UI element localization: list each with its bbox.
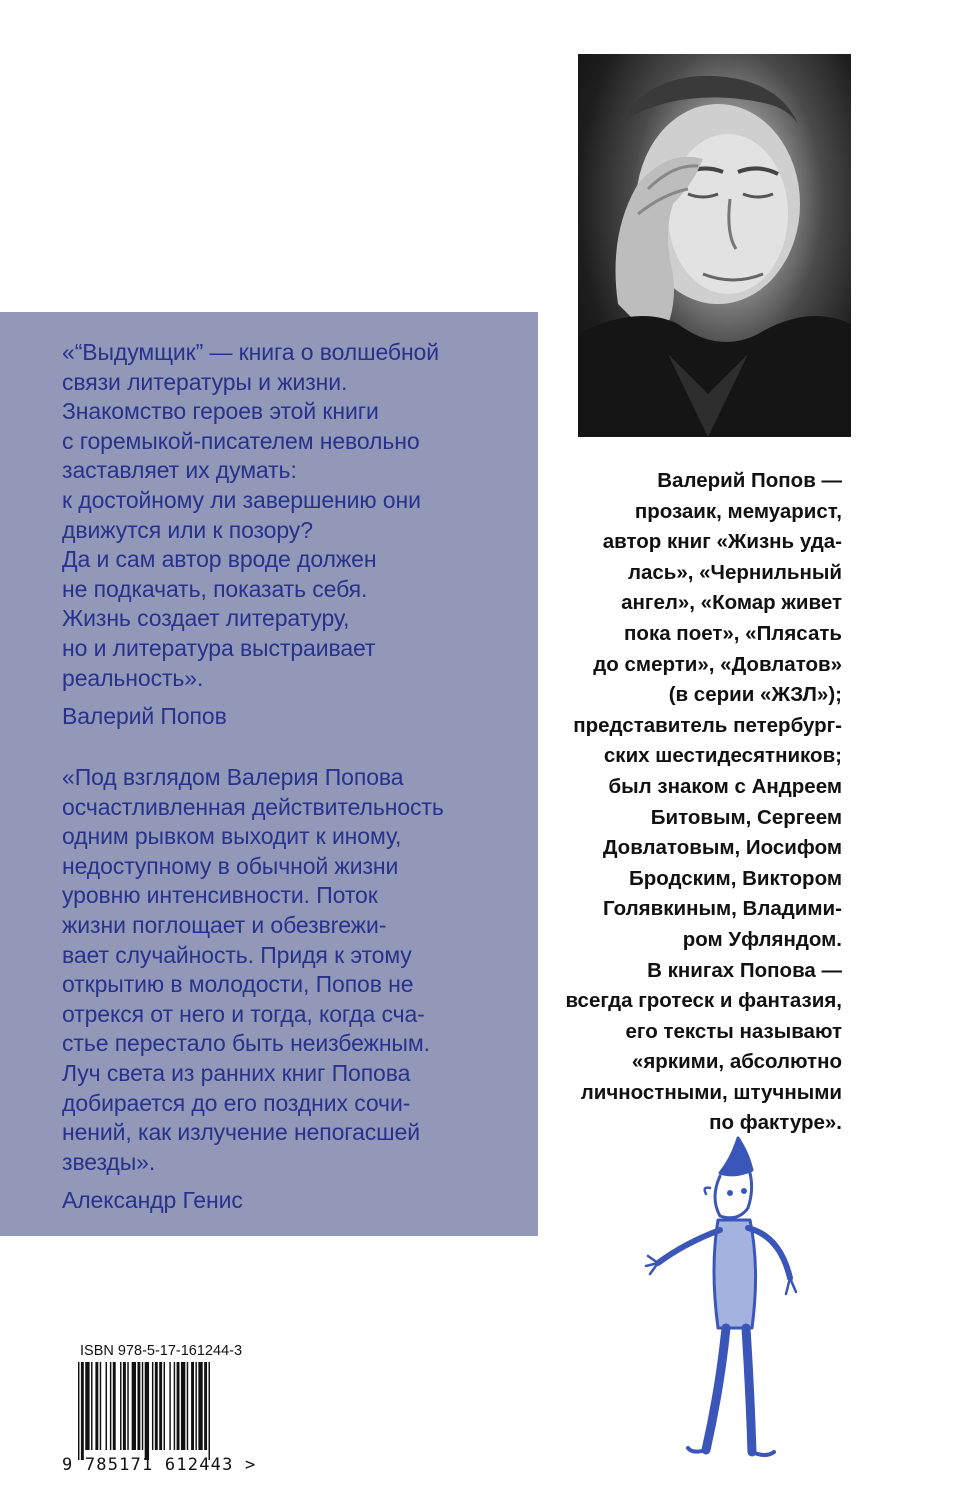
bio-line: Голявкиным, Владими- [603,897,842,921]
bio-line: Бродским, Виктором [629,866,842,890]
bio-line: лась», «Чернильный [627,560,842,584]
bio-line: Довлатовым, Иосифом [602,836,842,860]
quote-line: нений, как излучение непогасшей [62,1119,420,1146]
barcode-bar [85,1362,89,1450]
quote-line: вает случайность. Придя к этому [62,941,412,968]
quote-line: одним рывком выходит к иному, [62,823,402,850]
barcode-bar [137,1362,140,1450]
bio-line: Битовым, Сергеем [650,805,842,829]
quote-line: добирается до его поздних сочи- [62,1089,411,1116]
bio-line: был знаком с Андреем [608,774,842,798]
barcode-bar [187,1362,188,1450]
quote-genis [62,763,532,1216]
quote-line: звезды». [62,1148,156,1175]
quote-line: Да и сам автор вроде должен [62,546,377,573]
barcode-bar [91,1362,92,1450]
barcode-digits: 9 785171 612443 > [62,1455,257,1475]
author-photo [578,54,851,437]
bio-line: ских шестидесятников; [603,744,842,768]
bio-line: (в серии «ЖЗЛ»); [668,683,842,707]
barcode-bar [100,1362,101,1450]
barcode-bar [127,1362,128,1450]
bio-line: личностными, штучными [580,1080,842,1104]
barcode-bar [106,1362,107,1450]
isbn-label: ISBN 978-5-17-161244-3 [80,1343,243,1359]
quote-line: недоступному в обычной жизни [62,852,399,879]
quote-line: осчастливленная действительность [62,793,444,820]
quote-line: открытию в молодости, Попов не [62,971,414,998]
bio-line: до смерти», «Довлатов» [593,652,842,676]
barcode-bar [81,1362,84,1460]
bio-line: по фактуре». [709,1111,842,1135]
author-photo-illustration [578,54,851,437]
quote-line: движутся или к позору? [62,516,313,543]
quote-line: но и литература выстраивает [62,634,376,661]
barcode-bar [181,1362,185,1450]
bio-line: ром Уфляндом. [682,927,842,951]
bio-line: его тексты называют [625,1019,842,1043]
quote-line: отрекся от него и тогда, когда сча- [62,1000,425,1027]
quote-line: связи литературы и жизни. [62,368,348,395]
quote-line: уровню интенсивности. Поток [62,882,378,909]
barcode-bar [155,1362,158,1450]
barcode-bar [198,1362,202,1450]
barcode-bar [152,1362,153,1450]
quote-line: заставляет их думать: [62,457,297,484]
author-bio [512,466,842,1139]
bio-line: пока поет», «Плясать [624,621,842,645]
barcode-bar [145,1362,149,1460]
bio-line: Валерий Попов — [657,469,842,492]
barcode-bar [177,1362,180,1450]
quote-line: не подкачать, показать себя. [62,575,368,602]
barcode-bar [174,1362,175,1450]
barcode-bar [169,1362,170,1450]
quote-vydumshchik [62,338,532,732]
quote-author: Александр Генис [62,1187,243,1214]
bio-line: прозаик, мемуарист, [634,499,842,523]
isbn-barcode [78,1362,256,1460]
barcode-bar [164,1362,165,1450]
quote-line: к достойному ли завершению они [62,486,421,513]
quote-line: реальность». [62,664,204,691]
quote-line: Знакомство героев этой книги [62,398,379,425]
bio-line: представитель петербург- [573,713,842,737]
barcode-bar [113,1362,116,1450]
quote-line: «“Выдумщик” — книга о волшебной [62,339,439,365]
barcode-bar [204,1362,207,1450]
quote-line: Луч света из ранних книг Попова [62,1059,411,1086]
barcode-bar [191,1362,194,1450]
barcode-bar [209,1362,210,1460]
barcode-bar [159,1362,162,1450]
quote-author: Валерий Попов [62,703,227,730]
barcode-bar [110,1362,111,1450]
bio-line: «яркими, абсолютно [631,1050,842,1074]
barcode-bar [195,1362,196,1450]
bio-line: автор книг «Жизнь уда- [602,530,842,554]
quote-line: с горемыкой-писателем невольно [62,427,420,454]
figure-drawing [640,1128,800,1468]
quote-line: жизни поглощает и обезвrежи- [62,911,387,938]
barcode-bar [142,1362,143,1450]
quote-line: Жизнь создает литературу, [62,605,350,632]
bio-line: ангел», «Комар живет [621,591,842,615]
quote-line: «Под взглядом Валерия Попова [62,764,404,790]
barcode-bar [95,1362,98,1450]
barcode-bar [78,1362,79,1460]
bio-line: В книгах Попова — [647,958,842,982]
barcode-bar [123,1362,126,1450]
barcode-bar [132,1362,136,1450]
barcode-bar [120,1362,121,1450]
bio-line: всегда гротеск и фантазия, [565,989,842,1013]
quote-line: стье перестало быть неизбежным. [62,1030,430,1057]
